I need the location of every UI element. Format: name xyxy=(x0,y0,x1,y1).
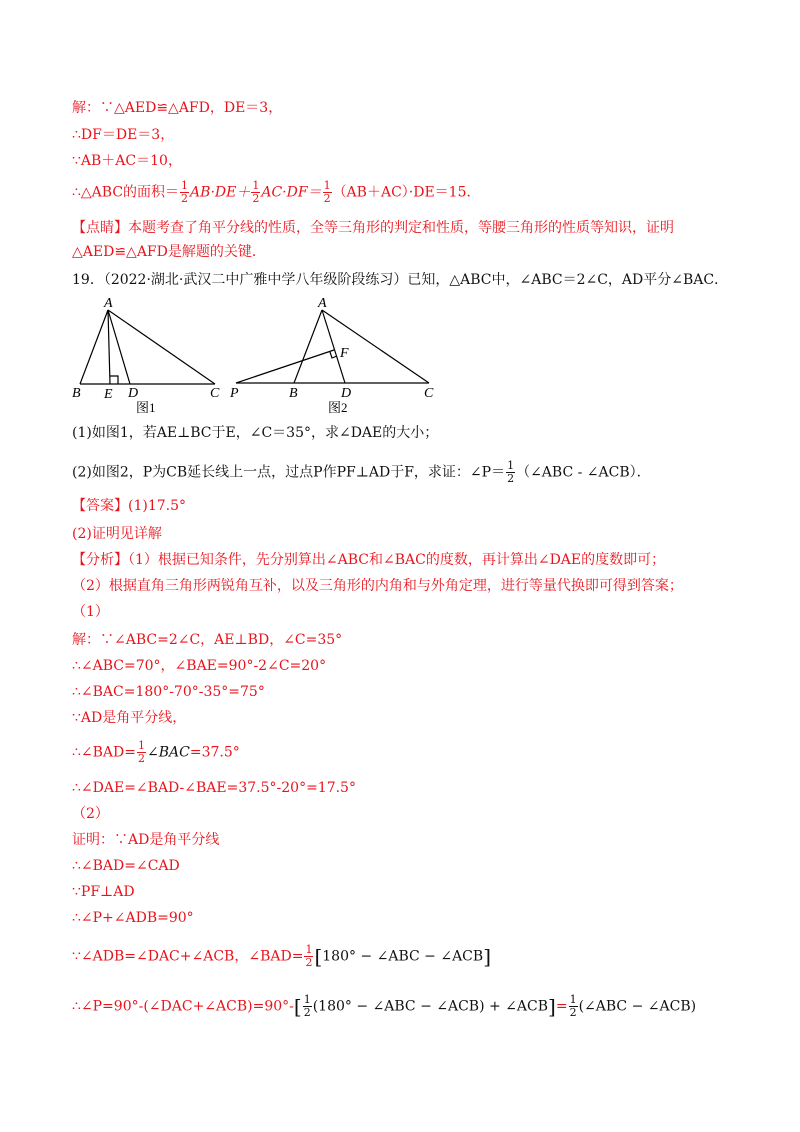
segment-AB xyxy=(80,310,108,384)
sol-line-4: ∵AD是角平分线， xyxy=(72,710,187,726)
label-A: A xyxy=(318,296,327,311)
sol-line-6: ∴∠DAE=∠BAD-∠BAE=37.5°-20°=17.5° xyxy=(72,780,356,796)
label-A: A xyxy=(104,296,113,311)
label-B: B xyxy=(72,386,81,401)
sol-line-3: ∴∠BAC=180°-70°-35°=75° xyxy=(72,684,265,700)
fraction-half: $\frac{1}{2}$ xyxy=(252,179,260,205)
figure-1 xyxy=(64,290,244,415)
bad-value: =37.5° xyxy=(189,744,240,761)
answer-line-1: 【答案】(1)17.5° xyxy=(72,498,187,514)
p-equals: = xyxy=(555,998,568,1015)
label-F: F xyxy=(340,346,349,361)
proof-line-5: ∵∠ADB=∠DAC+∠ACB，∠BAD= $\frac{1}{2}$ [180° − ∠ABC − ∠ACB] xyxy=(72,943,491,969)
fraction-half: $\frac{1}{2}$ xyxy=(305,943,313,969)
bracket-expr: 180° − ∠ABC − ∠ACB xyxy=(322,948,484,965)
dianjing-line-1: 【点睛】本题考查了角平分线的性质，全等三角形的判定和性质，等腰三角形的性质等知识，证明 xyxy=(72,220,674,236)
q19-stem: 19．（2022·湖北·武汉二中广雅中学八年级阶段练习）已知，△ABC中，∠ABC＝2∠C，AD平分∠BAC． xyxy=(72,272,729,288)
sol-line-2: ∴∠ABC=70°，∠BAE=90°-2∠C=20° xyxy=(72,658,327,674)
label-D: D xyxy=(341,386,352,401)
area-term-2: AC·DF＝ xyxy=(261,184,322,201)
label-D: D xyxy=(128,386,139,401)
dianjing-line-2: △AED≌△AFD是解题的关键． xyxy=(72,244,266,260)
proof-line-2: ∴∠BAD=∠CAD xyxy=(72,858,180,874)
proof-line-1: 证明：∵AD是角平分线 xyxy=(72,832,220,848)
fig2-caption: 图2 xyxy=(328,400,348,415)
proof-line-4: ∴∠P+∠ADB=90° xyxy=(72,910,194,926)
q19-part2 xyxy=(72,460,651,485)
area-term-1: AB·DE＋ xyxy=(190,184,251,201)
analysis-line-2: （2）根据直角三角形两锐角互补，以及三角形的内角和与外角定理，进行等量代换即可得到答案； xyxy=(72,578,683,594)
segment-PF xyxy=(236,350,334,383)
segment-AE xyxy=(108,310,110,384)
proof-line-6: ∴∠P=90°-(∠DAC+∠ACB)=90°-[ $\frac{1}{2}$ (180° − ∠ABC − ∠ACB) + ∠ACB]= $\frac{1}{2}$ (∠ABC − ∠ACB) xyxy=(72,993,697,1019)
fraction-half: $\frac{1}{2}$ xyxy=(303,993,311,1019)
q19-part1: (1)如图1，若AE⊥BC于E，∠C＝35°，求∠DAE的大小； xyxy=(72,425,439,441)
label-B: B xyxy=(289,386,298,401)
figure-2 xyxy=(226,290,446,415)
sol18-line-4 xyxy=(72,180,481,205)
sol18-line-2: ∴DF＝DE＝3， xyxy=(72,127,175,143)
adb-prefix: ∵∠ADB=∠DAC+∠ACB，∠BAD= xyxy=(72,948,304,965)
fraction-half: $\frac{1}{2}$ xyxy=(138,739,145,765)
segment-AC xyxy=(108,310,215,384)
label-E: E xyxy=(104,387,113,402)
analysis-line-1: 【分析】（1）根据已知条件，先分别算出∠ABC和∠BAC的度数，再计算出∠DAE的度数即可； xyxy=(72,552,666,568)
bad-prefix: ∴∠BAD= xyxy=(72,744,136,761)
fraction-half: $\frac{1}{2}$ xyxy=(181,179,189,205)
sol-line-1: 解：∵∠ABC=2∠C，AE⊥BD，∠C=35° xyxy=(72,632,343,648)
sol18-line-3: ∵AB＋AC＝10， xyxy=(72,153,182,169)
p-result: (∠ABC − ∠ACB) xyxy=(578,998,697,1015)
fraction-half: $\frac{1}{2}$ xyxy=(323,179,331,205)
part2-expr: （∠ABC - ∠ACB）． xyxy=(516,464,651,481)
proof-line-3: ∵PF⊥AD xyxy=(72,884,135,900)
part2-heading: （2） xyxy=(72,806,109,822)
part1-heading: （1） xyxy=(72,604,109,620)
segment-AD xyxy=(108,310,130,384)
area-term-3: （AB＋AC）·DE＝15． xyxy=(332,184,481,201)
fraction-half: $\frac{1}{2}$ xyxy=(507,459,515,485)
sol18-line-1: 解：∵△AED≌△AFD，DE＝3， xyxy=(72,100,283,116)
part2-text: (2)如图2，P为CB延长线上一点，过点P作PF⊥AD于F，求证：∠P＝ xyxy=(72,464,506,481)
p-prefix: ∴∠P=90°-(∠DAC+∠ACB)=90°- xyxy=(72,998,294,1015)
right-angle-mark xyxy=(110,376,118,384)
bac-term: ∠BAC xyxy=(147,744,190,761)
segment-AB xyxy=(294,310,322,383)
fraction-half: $\frac{1}{2}$ xyxy=(569,993,577,1019)
fig1-caption: 图1 xyxy=(136,400,156,415)
segment-AC xyxy=(322,310,429,383)
label-C: C xyxy=(210,386,220,401)
label-C: C xyxy=(424,386,434,401)
label-P: P xyxy=(230,386,239,401)
p-bracket-expr: (180° − ∠ABC − ∠ACB) + ∠ACB xyxy=(312,998,549,1015)
area-prefix: ∴△ABC的面积＝ xyxy=(72,184,180,201)
answer-line-2: (2)证明见详解 xyxy=(72,526,162,542)
sol-line-5 xyxy=(72,740,240,765)
